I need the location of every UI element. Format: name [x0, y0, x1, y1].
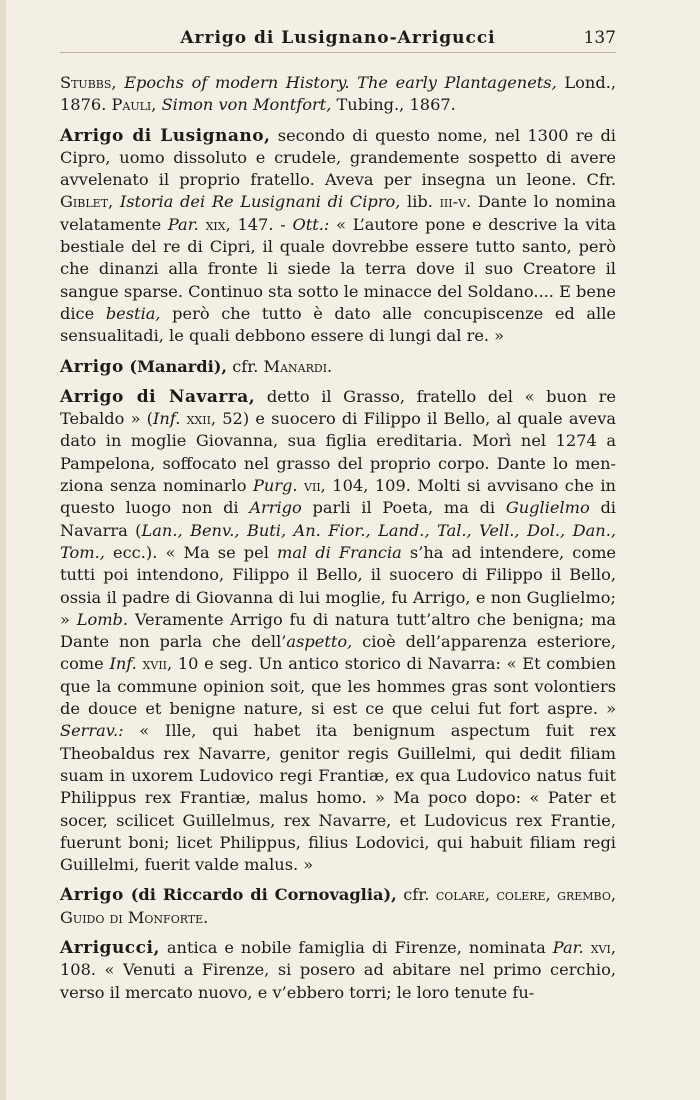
text-segment: xvii,: [142, 654, 173, 674]
entry-headword: Arrigucci,: [60, 937, 160, 958]
text-segment: detto il Grasso, fratello del « buon re Tebaldo » (: [60, 386, 617, 429]
text-segment: « L’autore pone e descrive la vita bestiale del re di Cipri, il quale dovrebbe essere tutto santo, però che dinanzi alla fronte li siede la terra dove il suo Creatore il sangue sparse. Continuo sta sotto le minacce del Soldano.... E bene dice: [60, 214, 616, 323]
entry-arrigucci: [60, 937, 616, 1004]
text-segment: Pauli,: [111, 95, 157, 115]
text-segment: Ott.:: [292, 214, 330, 234]
text-segment: iii-v.: [439, 192, 472, 212]
page-number: 137: [583, 28, 616, 48]
text-segment: Par.: [552, 937, 584, 957]
text-segment: però che tutto è dato alle concupiscenze ed alle sensualitadi, le quali debbono essere di lungi dal re. »: [60, 303, 616, 346]
text-segment: Epochs of modern History. The early Plantagenets,: [124, 73, 557, 92]
text-segment: 108. « Venuti a Firenze, si posero ad abitare nel primo cerchio, verso il mercato nuovo, e v’ebbero torri; le loro tenute fu-: [60, 960, 616, 1002]
text-segment: Istoria dei Re Lusignani di Cipro,: [119, 192, 401, 212]
text-segment: 147. -: [230, 214, 293, 234]
text-segment: Serrav.:: [60, 721, 124, 741]
text-segment: (Manardi),: [123, 356, 228, 376]
text-segment: Stubbs,: [60, 73, 125, 92]
entry-headword: Arrigo: [60, 885, 124, 906]
text-segment: [199, 215, 206, 234]
citation-continuation: [60, 72, 616, 117]
entry-headword: Arrigo di Lusignano,: [60, 125, 271, 146]
entry-arrigo-di-navarra: [60, 386, 616, 877]
text-segment: ecc.). « Ma se pel: [104, 542, 277, 562]
text-segment: Manardi.: [263, 356, 333, 376]
text-segment: s’ha ad intendere, come tutti poi intendono, Filippo il Bello, il suocero di Filippo il Bello, ossia il padre di Giovanna di lui moglie, fu Arrigo, e non Guglielmo; »: [60, 542, 617, 629]
text-segment: cioè dell’apparenza esteriore, come: [60, 632, 616, 674]
text-segment: vii,: [304, 476, 326, 496]
text-segment: Inf.: [109, 654, 137, 674]
text-segment: 52) e suocero di Filippo il Bello, al quale aveva dato in moglie Giovanna, sua figlia ereditaria. Morì nel 1274 a Pampelona, soffocato nel grasso del proprio corpo. Dante lo menziona senza nominarlo: [60, 409, 616, 496]
text-segment: Dante lo nomina velatamente: [60, 192, 616, 234]
text-segment: di Navarra (: [60, 498, 616, 540]
running-title: Arrigo di Lusignano-Arrigucci: [180, 28, 496, 48]
entry-arrigo-di-lusignano: [60, 125, 616, 348]
text-segment: cfr.: [227, 356, 264, 376]
text-segment: xxii,: [186, 409, 217, 429]
text-segment: 10 e seg. Un antico storico di Navarra: « Et combien que la commune opinion soit, que les hommes gras sont volontiers de douce et benigne nature, si est ce que celui fut fort aspre. »: [60, 654, 616, 719]
text-segment: Inf.: [153, 409, 181, 429]
text-segment: Lond., 1876.: [60, 73, 616, 115]
text-segment: Lan., Benv., Buti, An. Fior., Land., Tal., Vell., Dol., Dan., Tom.,: [60, 520, 617, 562]
entry-arrigo-di-riccardo: [60, 884, 616, 929]
text-segment: antica e nobile famiglia di Firenze, nominata: [159, 937, 553, 957]
text-segment: Veramente Arrigo fu di natura tutt’altro che benigna; ma Dante non parla che dell’: [60, 609, 616, 652]
text-segment: mal di Francia: [276, 542, 402, 562]
text-segment: lib.: [400, 192, 440, 212]
entry-headword: Arrigo: [60, 356, 124, 377]
text-segment: Simon von Montfort,: [161, 95, 332, 115]
text-segment: colare, colere, grembo,: [435, 885, 616, 905]
text-segment: xix,: [205, 214, 231, 234]
text-segment: cfr.: [396, 885, 436, 905]
text-segment: secondo di questo nome, nel 1300 re di Cipro, uomo dissoluto e crudele, grandemente sospetto di avere avvelenato il proprio fratello. Aveva per insegna un leone. Cfr.: [60, 125, 616, 190]
running-header: [60, 28, 616, 53]
text-segment: Guido di Monforte.: [60, 907, 209, 927]
text-segment: « Ille, qui habet ita benignum aspectum fuit rex Theobaldus rex Navarre, genitor regis Guillelmi, qui dedit filiam suam in uxorem Ludovico regi Frantiæ, ex qua Ludovico natus fuit Philippus rex Frantiæ, malus homo. » Ma poco dopo: « Pater et socer, scilicet Guillelmus, rex Navarre, et Ludovicus rex Frantie, fuerunt boni; licet Philippus, filius Lodovici, qui habuit filiam regi Guillelmi, fuerit valde malus. »: [60, 721, 616, 875]
page-edge: [0, 0, 6, 1100]
text-segment: Guglielmo: [505, 498, 590, 518]
text-segment: parli il Poeta, ma di: [301, 498, 506, 518]
entry-arrigo-manardi: [60, 356, 616, 378]
text-segment: Tubing., 1867.: [331, 95, 456, 115]
text-segment: Arrigo: [249, 498, 302, 518]
entry-headword: Arrigo di Navarra,: [60, 386, 256, 407]
text-segment: bestia,: [105, 303, 161, 323]
text-segment: Giblet,: [60, 192, 114, 212]
text-segment: Par.: [167, 214, 199, 234]
text-segment: [584, 938, 591, 957]
dictionary-text: [60, 72, 616, 1012]
text-segment: 104, 109. Molti si avvisano che in questo luogo non di: [60, 476, 616, 518]
text-segment: Purg.: [252, 476, 298, 496]
text-segment: [113, 192, 120, 211]
text-segment: Lomb.: [76, 609, 129, 629]
text-segment: xvi,: [590, 937, 616, 957]
text-segment: (di Riccardo di Cornovaglia),: [123, 885, 397, 905]
text-segment: aspetto,: [286, 632, 353, 652]
